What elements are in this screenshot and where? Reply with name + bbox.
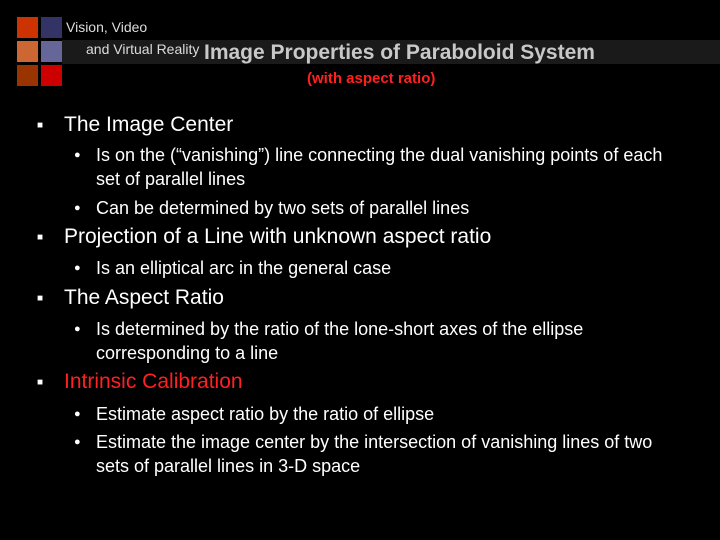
bullet-icon: ■ — [37, 120, 44, 131]
bullet-projection-line: Projection of a Line with unknown aspect ratio — [64, 225, 492, 248]
sub-bullet-icon: ● — [74, 262, 81, 274]
logo-square-5 — [17, 65, 38, 86]
bullet-icon: ■ — [37, 293, 44, 304]
logo-square-3 — [17, 41, 38, 62]
logo-text-line2: and Virtual Reality — [86, 41, 200, 57]
sub-bullet-text: Can be determined by two sets of parallel lines — [96, 198, 470, 218]
sub-bullet-text: Estimate the image center by the intersection of vanishing lines of two sets of parallel lines in 3-D space — [96, 432, 653, 476]
bullet-intrinsic-calibration: Intrinsic Calibration — [64, 370, 243, 393]
sub-bullet-text: Estimate aspect ratio by the ratio of ellipse — [96, 404, 435, 424]
sub-bullet-icon: ● — [74, 323, 81, 335]
bullet-icon: ■ — [37, 232, 44, 243]
logo-square-2 — [41, 17, 62, 38]
slide-subtitle: (with aspect ratio) — [307, 70, 436, 87]
logo-square-4 — [41, 41, 62, 62]
bullet-image-center: The Image Center — [64, 113, 234, 136]
sub-bullet-text: Is an elliptical arc in the general case — [96, 258, 392, 278]
sub-bullet-icon: ● — [74, 436, 81, 448]
bullet-aspect-ratio: The Aspect Ratio — [64, 286, 224, 309]
logo-text-line1: Vision, Video — [66, 19, 148, 35]
sub-bullet-icon: ● — [74, 408, 81, 420]
sub-bullet-text: Is determined by the ratio of the lone-short axes of the ellipse corresponding to a line — [96, 319, 584, 363]
logo-square-1 — [17, 17, 38, 38]
sub-bullet-icon: ● — [74, 149, 81, 161]
slide-title: Image Properties of Paraboloid System — [204, 41, 595, 64]
sub-bullet-text: Is on the (“vanishing”) line connecting the dual vanishing points of each set of parallel lines — [96, 145, 663, 189]
logo-square-6 — [41, 65, 62, 86]
sub-bullet-icon: ● — [74, 202, 81, 214]
bullet-icon: ■ — [37, 377, 44, 388]
